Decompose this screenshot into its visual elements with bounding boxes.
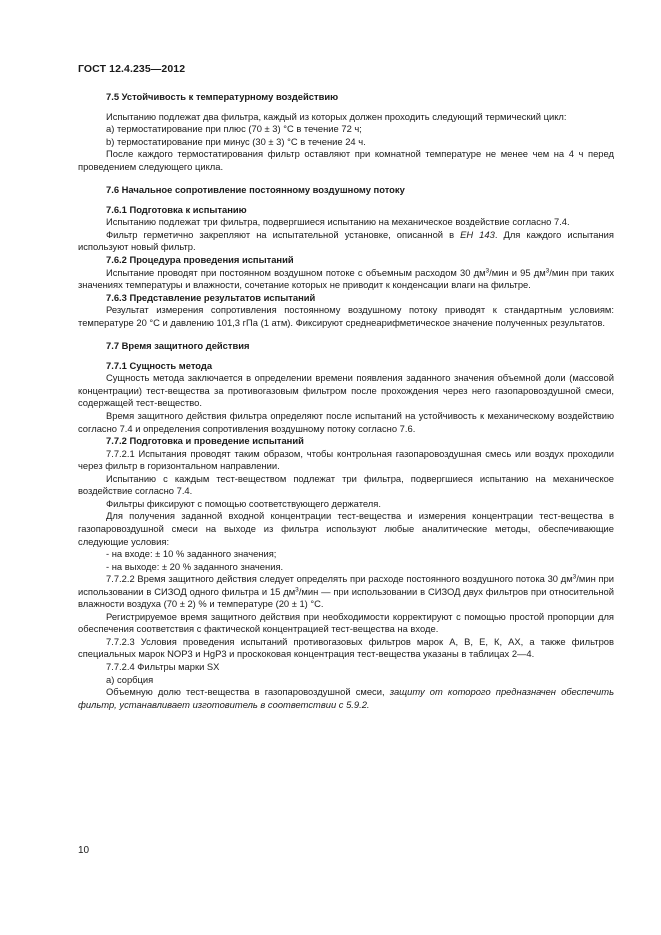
superscript: 3 — [545, 267, 550, 275]
paragraph: После каждого термостатирования фильтр оставляют при комнатной температуре не менее чем на 4 ч перед проведением следующего цикла. — [78, 148, 614, 172]
subsection-heading-7-6-2: 7.6.2 Процедура проведения испытаний — [106, 254, 294, 266]
subsection-heading-7-6-1: 7.6.1 Подготовка к испытанию — [106, 203, 247, 215]
paragraph: Испытанию с каждым тест-веществом подлежат три фильтра, подвергшиеся испытанию на механическое воздействие согласно 7.4. — [78, 472, 614, 497]
paragraph — [78, 267, 614, 292]
list-item: а) сорбция — [106, 673, 154, 685]
paragraph: Сущность метода заключается в определении времени появления заданного значения объемной доли (массовой концентрации) тест-вещества за противогазовым фильтром после прохождения через него газопаровоздушной смеси, содержащей тест-вещество. — [78, 372, 614, 409]
section-heading-7-5: 7.5 Устойчивость к температурному воздействию — [106, 91, 339, 102]
paragraph: Испытанию подлежат три фильтра, подвергшиеся испытанию на механическое воздействие согласно 7.4. — [106, 216, 570, 228]
text-run: . Для каждого испытания используют новый фильтр. — [78, 228, 614, 253]
text-run: /мин при таких значениях температуры и влажности, сочетание которых не приводит к конденсации влаги на фильтре. — [78, 266, 615, 291]
text-run: Объемную долю тест-вещества в газопаровоздушной смеси, — [106, 686, 390, 698]
superscript: 3 — [295, 586, 299, 594]
list-item: - на выходе: ± 20 % заданного значения. — [106, 560, 284, 572]
document-body — [78, 91, 614, 711]
subsection-heading-7-7-2: 7.7.2 Подготовка и проведение испытаний — [106, 435, 304, 447]
paragraph — [78, 573, 614, 611]
text-run: Испытание проводят при постоянном воздушном потоке с объемным расходом 30 дм — [106, 266, 486, 278]
subsection-heading-7-7-2-4: 7.7.2.4 Фильтры марки SX — [106, 660, 220, 672]
paragraph — [78, 229, 614, 254]
list-item: - на входе: ± 10 % заданного значения; — [106, 548, 277, 560]
standard-reference: ЕН 143 — [460, 228, 495, 240]
section-heading-7-6: 7.6 Начальное сопротивление постоянному воздушному потоку — [106, 184, 405, 196]
text-run: 7.7.2.2 Время защитного действия следует определять при расходе постоянного воздушного потока 30 дм — [106, 573, 573, 585]
superscript: 3 — [485, 267, 490, 275]
paragraph: Время защитного действия фильтра определяют после испытаний на устойчивость к механическому воздействию согласно 7.4 и определения сопротивления воздушному потоку согласно 7.6. — [78, 410, 614, 434]
subsection-heading-7-6-3: 7.6.3 Представление результатов испытаний — [106, 291, 316, 303]
document-header: ГОСТ 12.4.235—2012 — [78, 63, 186, 75]
section-heading-7-7: 7.7 Время защитного действия — [106, 340, 250, 352]
superscript: 3 — [572, 573, 577, 581]
paragraph: Для получения заданной входной концентрации тест-вещества и измерения концентрации тест-вещества в газопаровоздушной смеси на выходе из фильтра используют любые аналитические методы, обеспечивающие следующие условия: — [78, 510, 614, 547]
text-run: /мин и 95 дм — [489, 266, 546, 278]
page-number: 10 — [78, 845, 90, 856]
paragraph: Результат измерения сопротивления постоянному воздушному потоку приводят к стандартным условиям: температуре 20 °С и давлению 101,3 гПа (1 атм). Фиксируют среднеарифметическое значение полученных результатов. — [78, 304, 614, 328]
paragraph: 7.7.2.3 Условия проведения испытаний противогазовых фильтров марок А, В, Е, К, АХ, а также фильтров специальных марок NOP3 и HgP3 и проскоковая концентрация тест-вещества указаны в таблицах 2—4. — [78, 635, 614, 660]
paragraph: Испытанию подлежат два фильтра, каждый из которых должен проходить следующий термический цикл: — [106, 110, 567, 122]
list-item: b) термостатирование при минус (30 ± 3) °С в течение 24 ч. — [106, 135, 366, 147]
text-run: Фильтр герметично закрепляют на испытательной установке, описанной в — [106, 228, 461, 240]
subsection-heading-7-7-1: 7.7.1 Сущность метода — [106, 359, 213, 371]
italic-text-run: защиту от которого предназначен обеспечить фильтр, устанавливает изготовитель в соответствии с 5.9.2. — [78, 686, 615, 710]
text-run: /мин при использовании в СИЗОД одного фильтра и 15 дм — [78, 573, 614, 597]
paragraph: Регистрируемое время защитного действия при необходимости корректируют с помощью простой пропорции для обеспечения соответствия с фактической концентрацией тест-вещества на входе. — [78, 610, 614, 635]
paragraph: 7.7.2.1 Испытания проводят таким образом, чтобы контрольная газопаровоздушная смесь или воздух проходили через фильтр в горизонтальном направлении. — [78, 447, 614, 472]
paragraph: Фильтры фиксируют с помощью соответствующего держателя. — [106, 497, 381, 509]
text-run: /мин — при использовании в СИЗОД двух фильтров при относительной влажности воздуха (70 ± 2) % и температуре (20 ± 1) °С. — [78, 585, 614, 610]
list-item: a) термостатирование при плюс (70 ± 3) °С в течение 72 ч; — [106, 123, 362, 135]
paragraph — [78, 686, 614, 711]
